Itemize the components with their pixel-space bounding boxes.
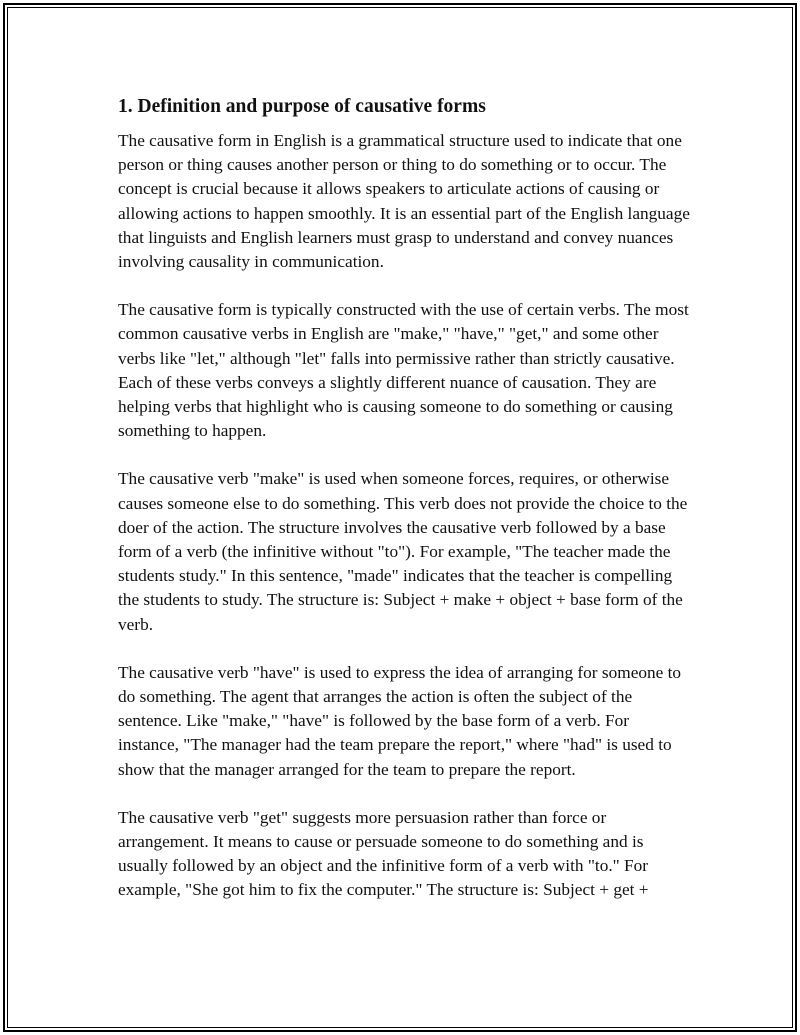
- document-body: [118, 93, 690, 927]
- section-heading: 1. Definition and purpose of causative forms: [118, 96, 486, 117]
- paragraph-definition: The causative form in English is a grammatical structure used to indicate that one person or thing causes another person or thing to do something or to occur. The concept is crucial because it allows speakers to articulate actions of causing or allowing actions to happen smoothly. It is an essential part of the English language that linguists and English learners must grasp to understand and convey nuances involving causality in communication.: [118, 131, 690, 272]
- paragraph-make: The causative verb "make" is used when someone forces, requires, or otherwise causes someone else to do something. This verb does not provide the choice to the doer of the action. The structure involves the causative verb followed by a base form of a verb (the infinitive without "to"). For example, "The teacher made the students study." In this sentence, "made" indicates that the teacher is compelling the students to study. The structure is: Subject + make + object + base form of the verb.: [118, 469, 688, 634]
- paragraph-have: The causative verb "have" is used to express the idea of arranging for someone to do something. The agent that arranges the action is often the subject of the sentence. Like "make," "have" is followed by the base form of a verb. For instance, "The manager had the team prepare the report," where "had" is used to show that the manager arranged for the team to prepare the report.: [118, 662, 682, 779]
- paragraph-construction: The causative form is typically constructed with the use of certain verbs. The most common causative verbs in English are "make," "have," "get," and some other verbs like "let," although "let" falls into permissive rather than strictly causative. Each of these verbs conveys a slightly different nuance of causation. They are helping verbs that highlight who is causing someone to do something or causing something to happen.: [118, 300, 689, 441]
- paragraph-get: The causative verb "get" suggests more persuasion rather than force or arrangement. It means to cause or persuade someone to do something and is usually followed by an object and the infinitive form of a verb with "to." For example, "She got him to fix the computer." The structure is: Subject + get +: [118, 807, 649, 900]
